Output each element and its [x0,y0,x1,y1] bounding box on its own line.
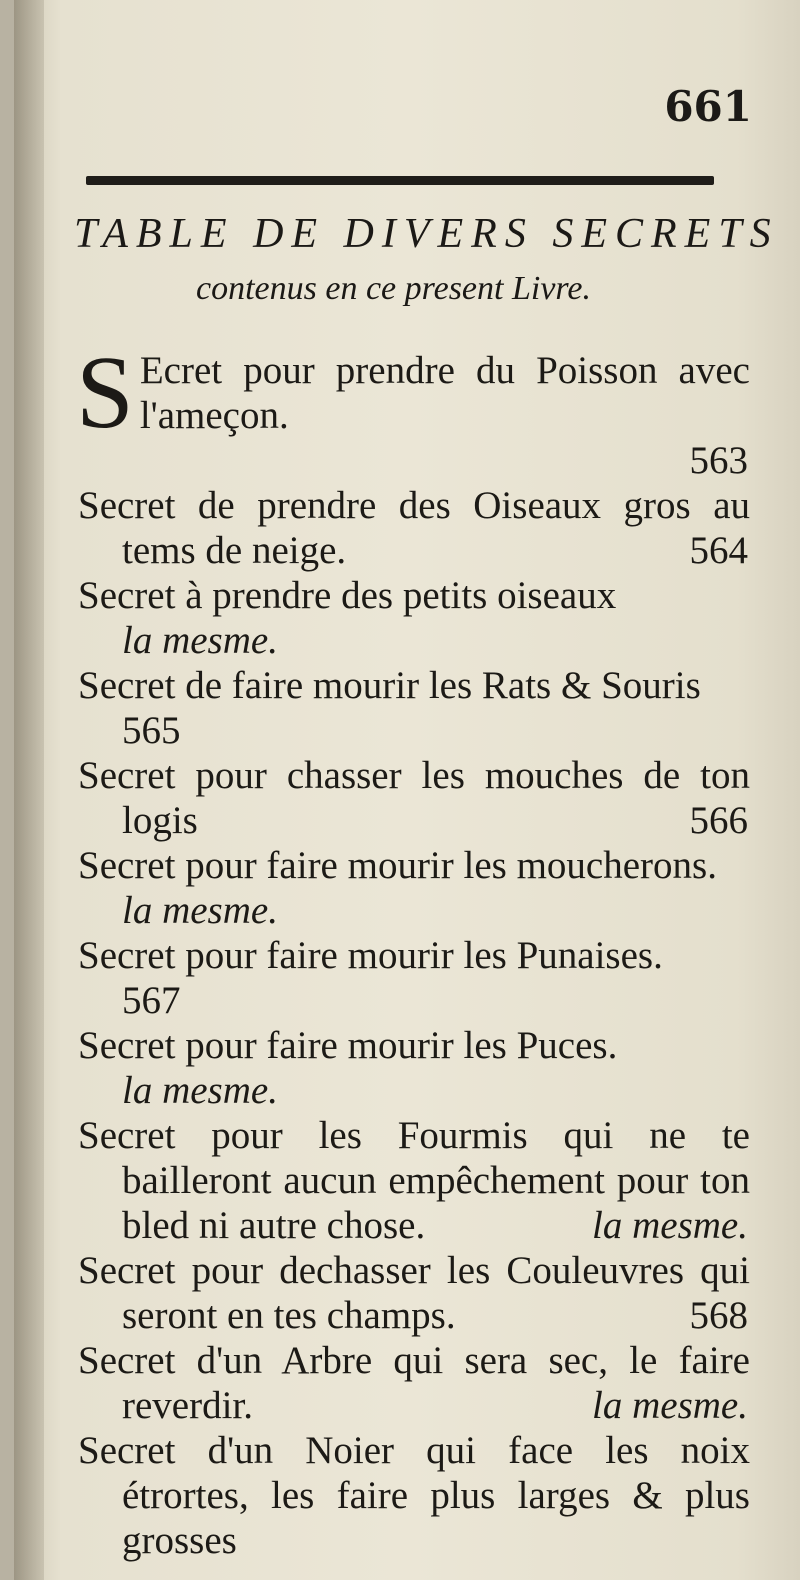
entry-page: la mesme. [592,1384,748,1427]
list-item [78,1113,750,1248]
list-item [78,843,750,933]
entry-page: 565 [122,709,181,752]
book-gutter [14,0,44,1580]
entry-text: Secret de prendre des Oiseaux gros au tems de neige. [78,484,750,572]
entry-text: Secret de faire mourir les Rats & Souris [78,664,701,707]
list-item [78,1338,750,1428]
entry-text: Secret à prendre des petits oiseaux [78,574,617,617]
entry-page: 564 [689,529,748,572]
list-item [78,483,750,573]
entry-page: la mesme. [122,619,278,662]
list-item [76,335,750,483]
page-number: 661 [664,82,752,131]
list-item [78,753,750,843]
entry-text: Secret pour faire mourir les Puces. [78,1024,618,1067]
list-item [78,1248,750,1338]
list-item [78,1428,750,1563]
entry-text: Secret d'un Noier qui face les noix étrortes, les faire plus larges & plus grosses [78,1429,750,1562]
entry-page: 563 [689,439,748,482]
list-item [78,933,750,1023]
entry-text: Secret pour faire mourir les moucherons. [78,844,717,887]
entry-text: Secret pour les Fourmis qui ne te bailleront aucun empêchement pour ton bled ni autre chose. [78,1114,750,1247]
entry-page: la mesme. [122,889,278,932]
secrets-list [76,335,750,1563]
table-subtitle: contenus en ce present Livre. [196,270,591,307]
entry-page: 566 [689,799,748,842]
entry-text: Ecret pour prendre du Poisson avec l'ameçon. [139,349,750,437]
table-title: TABLE DE DIVERS SECRETS [74,211,779,257]
list-item [78,663,750,753]
book-page [14,0,800,1580]
header-rule [86,176,714,185]
entry-text: Secret d'un Arbre qui sera sec, le faire reverdir. [78,1339,750,1427]
drop-cap: S [76,335,134,450]
list-item [78,1023,750,1113]
entry-text: Secret pour chasser les mouches de ton logis [78,754,750,842]
entry-text: Secret pour dechasser les Couleuvres qui seront en tes champs. [78,1249,750,1337]
entry-page: la mesme. [122,1069,278,1112]
entry-page: la mesme. [592,1204,748,1247]
list-item [78,573,750,663]
entry-text: Secret pour faire mourir les Punaises. [78,934,663,977]
entry-page: 567 [122,979,181,1022]
entry-page: 568 [689,1294,748,1337]
